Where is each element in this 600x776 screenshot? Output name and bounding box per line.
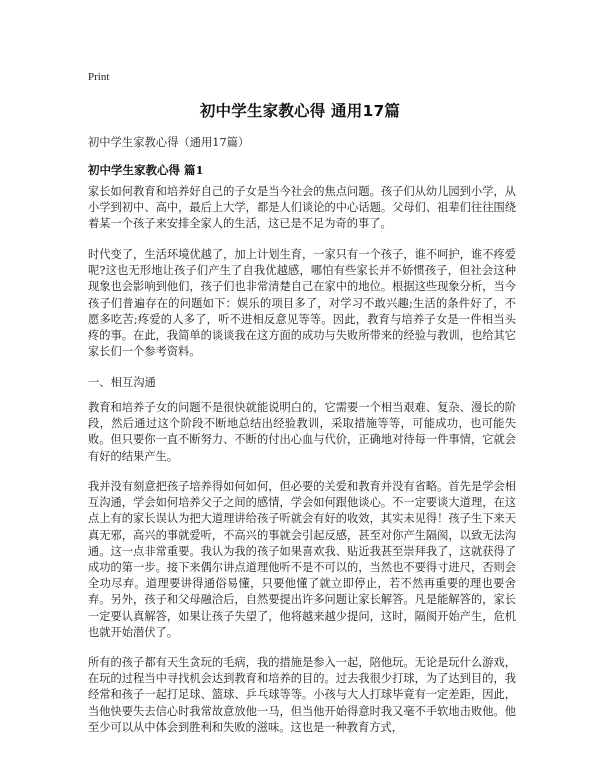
section-heading: 初中学生家教心得 篇1 bbox=[88, 163, 204, 177]
paragraph-intro: 家长如何教育和培养好自己的子女是当今社会的焦点问题。孩子们从幼儿园到小学，从小学到初中、高中，最后上大学，都是人们谈论的中心话题。父母们、祖辈们往往围绕着某一个孩子来安排全家人的生活，这已是不足为奇的事了。 bbox=[88, 185, 516, 231]
sub-heading-communication: 一、相互沟通 bbox=[88, 376, 156, 389]
document-title: 初中学生家教心得 通用17篇 bbox=[199, 102, 401, 120]
print-link[interactable]: Print bbox=[88, 71, 110, 83]
paragraph-communication: 我并没有刻意把孩子培养得如何如何，但必要的关爱和教育并没有省略。首先是学会相互沟通，学会如何培养父子之间的感情，学会如何跟他谈心。不一定要谈大道理，在这点上有的家长误认为把大道理讲给孩子听就会有好的收效，其实未见得！孩子生下来天真无邪，高兴的事就爱听，不高兴的事就会引起反感，甚至对你产生隔阂，以致无法沟通。这一点非常重要。我认为我的孩子如果喜欢我、贴近我甚至崇拜我了，这就获得了成功的第一步。接下来偶尔讲点道理他听不是不可以的，当然也不要得寸进尺，否则会全功尽弃。道理要讲得通俗易懂，只要他懂了就立即停止，若不然再重要的理也要舍弃。另外，孩子和父母融洽后，自然要提出许多问题让家长解答。凡是能解答的，家长一定要认真解答，如果让孩子失望了，他将越来越少提问，这时，隔阂开始产生，危机也就开始潜伏了。 bbox=[88, 480, 516, 639]
document-subtitle: 初中学生家教心得（通用17篇） bbox=[88, 136, 250, 149]
paragraph-times-changed: 时代变了，生活环境优越了，加上计划生育，一家只有一个孩子，谁不呵护，谁不疼爱呢?这也无形地让孩子们产生了自我优越感，哪怕有些家长并不娇惯孩子，但社会这种现象也会影响到他们，孩子们也非常清楚自己在家中的地位。根据这些现象分析，当今孩子们普遍存在的问题如下：娱乐的项目多了，对学习不敢兴趣;生活的条件好了，不愿多吃苦;疼爱的人多了，听不进相反意见等等。因此，教育与培养子女是一件相当头疼的事。在此，我简单的谈谈我在这方面的成功与失败所带来的经验与教训，也给其它家长们一个参考资料。 bbox=[88, 248, 516, 359]
paragraph-play: 所有的孩子都有天生贪玩的毛病，我的措施是参入一起，陪他玩。无论是玩什么游戏，在玩的过程当中寻找机会达到教育和培养的目的。过去我很少打球，为了达到目的，我经常和孩子一起打足球、篮球、乒乓球等等。小孩与大人打球毕竟有一定差距，因此，当他快要失去信心时我常故意放他一马，但当他开始得意时我又毫不手软地击败他。他至少可以从中体会到胜利和失败的滋味。这也是一种教育方式， bbox=[88, 656, 516, 734]
paragraph-education-process: 教育和培养子女的问题不是很快就能说明白的，它需要一个相当艰难、复杂、漫长的阶段，然后通过这个阶段不断地总结出经验教训，采取措施等等，可能成功，也可能失败。但只要你一直不断努力、不断的付出心血与代价，正确地对待每一件事情，它就会有好的结果产生。 bbox=[88, 401, 516, 463]
